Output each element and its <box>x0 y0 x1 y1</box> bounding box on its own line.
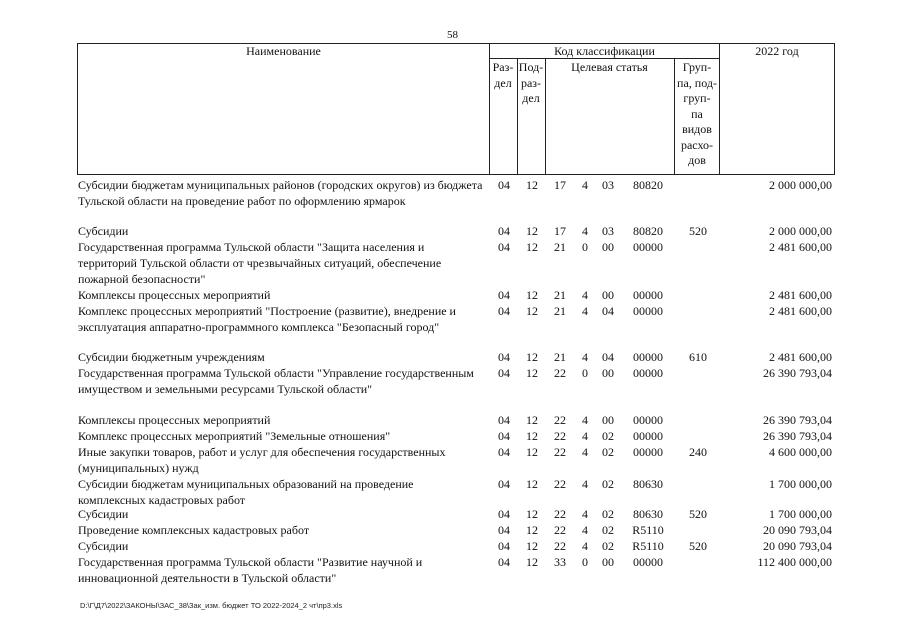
row-amount: 26 390 793,04 <box>763 413 832 427</box>
row-cs1: 22 <box>554 539 566 553</box>
row-cs4: 80820 <box>633 178 663 192</box>
row-amount: 112 400 000,00 <box>757 555 832 569</box>
row-cs3: 00 <box>602 240 614 254</box>
row-cs1: 22 <box>554 477 566 491</box>
row-razdel: 04 <box>498 477 510 491</box>
row-cs2: 4 <box>582 288 588 302</box>
row-amount: 20 090 793,04 <box>763 539 832 553</box>
row-name: Субсидии <box>78 507 129 521</box>
header-year: 2022 год <box>755 44 799 58</box>
page-number: 58 <box>447 29 458 41</box>
footer-file-path: D:\Г\Д7\2022\ЗАКОНЫ\ЗАС_38\Зак_изм. бюджет ТО 2022-2024_2 чт\пр3.xls <box>80 601 343 610</box>
row-cs2: 4 <box>582 178 588 192</box>
row-podrazdel: 12 <box>526 288 538 302</box>
row-cs4: 00000 <box>633 366 663 380</box>
row-cs1: 17 <box>554 178 566 192</box>
row-cs4: R5110 <box>632 539 664 553</box>
row-cs3: 00 <box>602 413 614 427</box>
row-podrazdel: 12 <box>526 224 538 238</box>
row-razdel: 04 <box>498 224 510 238</box>
row-razdel: 04 <box>498 178 510 192</box>
row-cs2: 4 <box>582 350 588 364</box>
row-amount: 20 090 793,04 <box>763 523 832 537</box>
row-razdel: 04 <box>498 366 510 380</box>
row-cs3: 02 <box>602 445 614 459</box>
header-classification: Код классификации <box>554 44 655 58</box>
row-cs2: 4 <box>582 304 588 318</box>
row-cs1: 33 <box>554 555 566 569</box>
row-cs3: 02 <box>602 477 614 491</box>
row-cs3: 04 <box>602 304 614 318</box>
row-razdel: 04 <box>498 304 510 318</box>
row-vid: 520 <box>689 539 707 553</box>
row-cs1: 21 <box>554 350 566 364</box>
row-cs1: 22 <box>554 523 566 537</box>
row-cs2: 4 <box>582 507 588 521</box>
row-name: Комплексы процессных мероприятий <box>78 288 271 302</box>
header-section: Раз- дел <box>492 60 514 90</box>
row-cs4: 00000 <box>633 350 663 364</box>
row-podrazdel: 12 <box>526 240 538 254</box>
row-cs3: 04 <box>602 350 614 364</box>
row-cs1: 22 <box>554 507 566 521</box>
row-cs4: 00000 <box>633 555 663 569</box>
row-cs1: 22 <box>554 413 566 427</box>
row-vid: 520 <box>689 224 707 238</box>
header-name-cell <box>77 43 490 175</box>
row-amount: 2 000 000,00 <box>769 178 832 192</box>
row-name: Государственная программа Тульской области "Управление государственным имуществом и земельными ресурсами Тульской области" <box>78 366 474 396</box>
row-vid: 520 <box>689 507 707 521</box>
row-cs2: 4 <box>582 413 588 427</box>
row-amount: 2 481 600,00 <box>769 350 832 364</box>
row-cs3: 00 <box>602 288 614 302</box>
row-name: Субсидии бюджетам муниципальных образований на проведение комплексных кадастровых работ <box>78 477 414 507</box>
row-vid: 610 <box>689 350 707 364</box>
row-razdel: 04 <box>498 413 510 427</box>
row-cs2: 0 <box>582 366 588 380</box>
row-name: Комплекс процессных мероприятий "Построение (развитие), внедрение и эксплуатация аппаратно-программного комплекса "Безопасный город" <box>78 304 456 334</box>
row-cs2: 0 <box>582 555 588 569</box>
row-cs3: 02 <box>602 507 614 521</box>
row-cs4: R5110 <box>632 523 664 537</box>
row-cs1: 21 <box>554 240 566 254</box>
row-cs2: 4 <box>582 477 588 491</box>
row-podrazdel: 12 <box>526 304 538 318</box>
row-razdel: 04 <box>498 240 510 254</box>
row-cs1: 22 <box>554 366 566 380</box>
row-cs1: 22 <box>554 445 566 459</box>
row-name: Субсидии бюджетам муниципальных районов (городских округов) из бюджета Тульской области на проведение работ по оформлению ярмарок <box>78 178 483 208</box>
row-podrazdel: 12 <box>526 366 538 380</box>
row-cs1: 21 <box>554 288 566 302</box>
row-name: Субсидии <box>78 539 129 553</box>
row-cs4: 00000 <box>633 413 663 427</box>
row-podrazdel: 12 <box>526 350 538 364</box>
header-target: Целевая статья <box>571 60 648 74</box>
row-amount: 2 481 600,00 <box>769 304 832 318</box>
row-cs1: 22 <box>554 429 566 443</box>
row-amount: 4 600 000,00 <box>769 445 832 459</box>
row-name: Комплексы процессных мероприятий <box>78 413 271 427</box>
row-cs4: 00000 <box>633 240 663 254</box>
row-name: Государственная программа Тульской области "Защита населения и территорий Тульской области от чрезвычайных ситуаций, обеспечение пожарной безопасности" <box>78 240 442 286</box>
row-cs4: 00000 <box>633 304 663 318</box>
row-cs2: 4 <box>582 445 588 459</box>
row-razdel: 04 <box>498 350 510 364</box>
row-amount: 26 390 793,04 <box>763 366 832 380</box>
row-razdel: 04 <box>498 539 510 553</box>
row-cs3: 02 <box>602 523 614 537</box>
row-razdel: 04 <box>498 507 510 521</box>
row-razdel: 04 <box>498 523 510 537</box>
row-cs3: 03 <box>602 178 614 192</box>
row-cs4: 80630 <box>633 477 663 491</box>
row-podrazdel: 12 <box>526 445 538 459</box>
row-podrazdel: 12 <box>526 523 538 537</box>
row-cs3: 03 <box>602 224 614 238</box>
row-razdel: 04 <box>498 555 510 569</box>
header-year-cell <box>719 43 835 175</box>
row-podrazdel: 12 <box>526 539 538 553</box>
row-cs2: 4 <box>582 429 588 443</box>
row-amount: 1 700 000,00 <box>769 507 832 521</box>
row-name: Комплекс процессных мероприятий "Земельные отношения" <box>78 429 391 443</box>
row-cs3: 02 <box>602 539 614 553</box>
row-name: Субсидии бюджетным учреждениям <box>78 350 265 364</box>
row-cs4: 00000 <box>633 288 663 302</box>
row-vid: 240 <box>689 445 707 459</box>
row-name: Государственная программа Тульской области "Развитие научной и инновационной деятельности в Тульской области" <box>78 555 423 585</box>
row-razdel: 04 <box>498 429 510 443</box>
row-cs4: 80820 <box>633 224 663 238</box>
row-cs3: 02 <box>602 429 614 443</box>
row-cs1: 17 <box>554 224 566 238</box>
row-cs2: 4 <box>582 523 588 537</box>
row-podrazdel: 12 <box>526 178 538 192</box>
header-subsection: Под- раз- дел <box>518 60 544 105</box>
row-cs2: 0 <box>582 240 588 254</box>
row-podrazdel: 12 <box>526 477 538 491</box>
header-group: Груп- па, под- груп- па видов расхо- дов <box>677 60 717 167</box>
row-amount: 2 481 600,00 <box>769 288 832 302</box>
row-name: Иные закупки товаров, работ и услуг для обеспечения государственных (муниципальных) нужд <box>78 445 446 475</box>
row-razdel: 04 <box>498 445 510 459</box>
row-amount: 26 390 793,04 <box>763 429 832 443</box>
row-cs2: 4 <box>582 539 588 553</box>
header-name: Наименование <box>246 44 321 58</box>
row-amount: 1 700 000,00 <box>769 477 832 491</box>
row-cs4: 00000 <box>633 445 663 459</box>
row-podrazdel: 12 <box>526 507 538 521</box>
row-cs2: 4 <box>582 224 588 238</box>
row-cs4: 80630 <box>633 507 663 521</box>
row-amount: 2 000 000,00 <box>769 224 832 238</box>
row-cs3: 00 <box>602 555 614 569</box>
row-name: Проведение комплексных кадастровых работ <box>78 523 310 537</box>
row-podrazdel: 12 <box>526 413 538 427</box>
row-amount: 2 481 600,00 <box>769 240 832 254</box>
row-podrazdel: 12 <box>526 555 538 569</box>
row-podrazdel: 12 <box>526 429 538 443</box>
row-razdel: 04 <box>498 288 510 302</box>
row-cs4: 00000 <box>633 429 663 443</box>
row-cs3: 00 <box>602 366 614 380</box>
row-name: Субсидии <box>78 224 129 238</box>
row-cs1: 21 <box>554 304 566 318</box>
